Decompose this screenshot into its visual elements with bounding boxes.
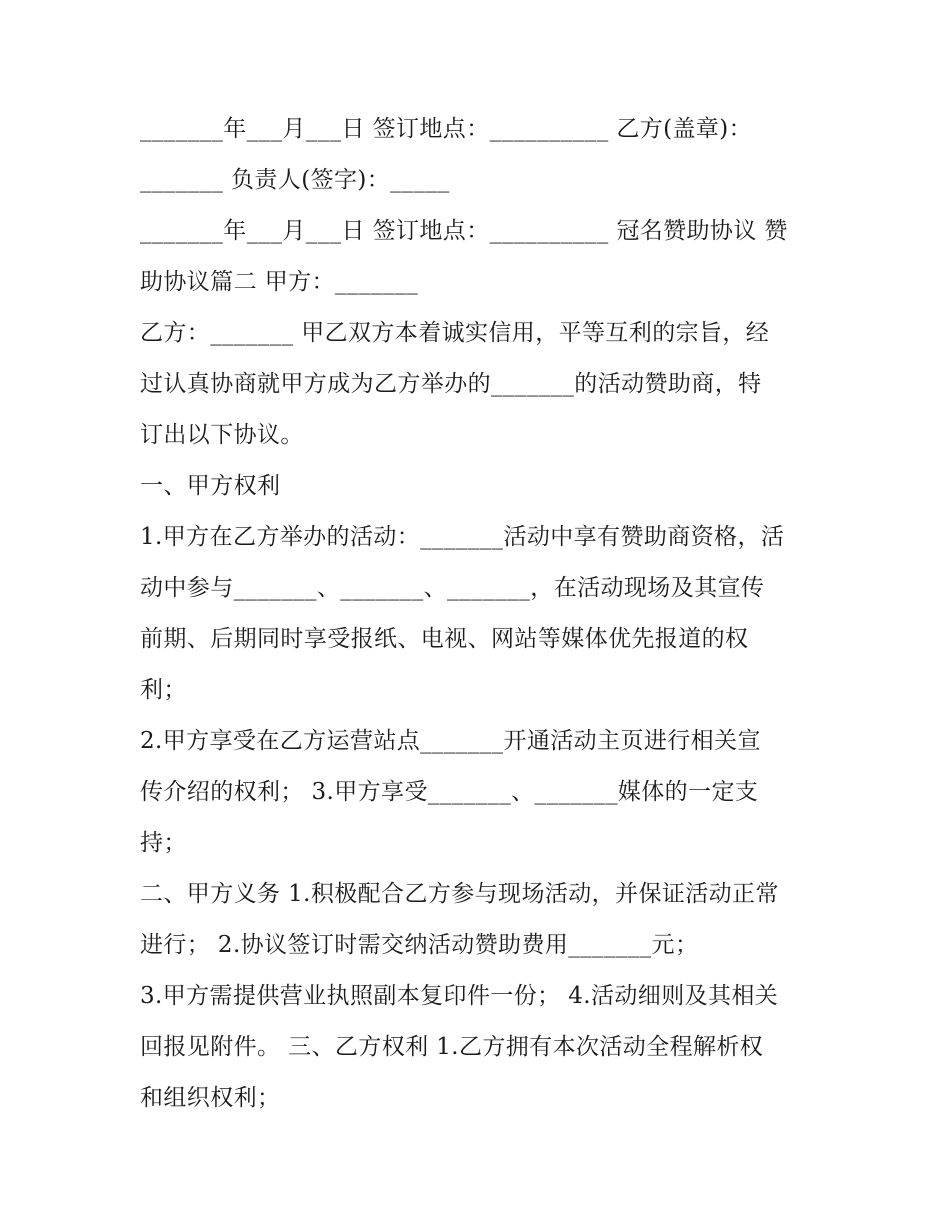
text-line: 进行； 2.协议签订时需交纳活动赞助费用_______元； bbox=[140, 932, 699, 958]
text-line: _______年___月___日 签订地点：__________ 乙方(盖章)： bbox=[140, 116, 753, 142]
text-line: 传介绍的权利； 3.甲方享受_______、_______媒体的一定支 bbox=[140, 779, 759, 805]
text-line: 持； bbox=[140, 830, 187, 856]
text-line: 二、甲方义务 1.积极配合乙方参与现场活动，并保证活动正常 bbox=[140, 881, 779, 907]
text-line: 订出以下协议。 bbox=[140, 422, 304, 448]
text-line: 3.甲方需提供营业执照副本复印件一份； 4.活动细则及其相关 bbox=[140, 983, 779, 1009]
text-line: 1.甲方在乙方举办的活动：_______活动中享有赞助商资格，活 bbox=[140, 524, 785, 550]
text-line: 利； bbox=[140, 677, 187, 703]
text-line: 前期、后期同时享受报纸、电视、网站等媒体优先报道的权 bbox=[140, 626, 749, 652]
text-line: 助协议篇二 甲方：_______ bbox=[140, 269, 419, 295]
text-line: 回报见附件。 三、乙方权利 1.乙方拥有本次活动全程解析权 bbox=[140, 1034, 764, 1060]
text-line: 2.甲方享受在乙方运营站点_______开通活动主页进行相关宣 bbox=[140, 728, 761, 754]
text-line: 动中参与_______、_______、_______，在活动现场及其宣传 bbox=[140, 575, 765, 601]
section-heading: 一、甲方权利 bbox=[140, 473, 281, 499]
text-line: 和组织权利； bbox=[140, 1085, 281, 1111]
text-line: 乙方：_______ 甲乙双方本着诚实信用，平等互利的宗旨，经 bbox=[140, 320, 770, 346]
text-line: 过认真协商就甲方成为乙方举办的_______的活动赞助商，特 bbox=[140, 371, 762, 397]
document-body bbox=[140, 104, 830, 1124]
text-line: _______年___月___日 签订地点：__________ 冠名赞助协议 赞 bbox=[140, 218, 788, 244]
text-line: _______ 负责人(签字)：_____ bbox=[140, 167, 450, 193]
